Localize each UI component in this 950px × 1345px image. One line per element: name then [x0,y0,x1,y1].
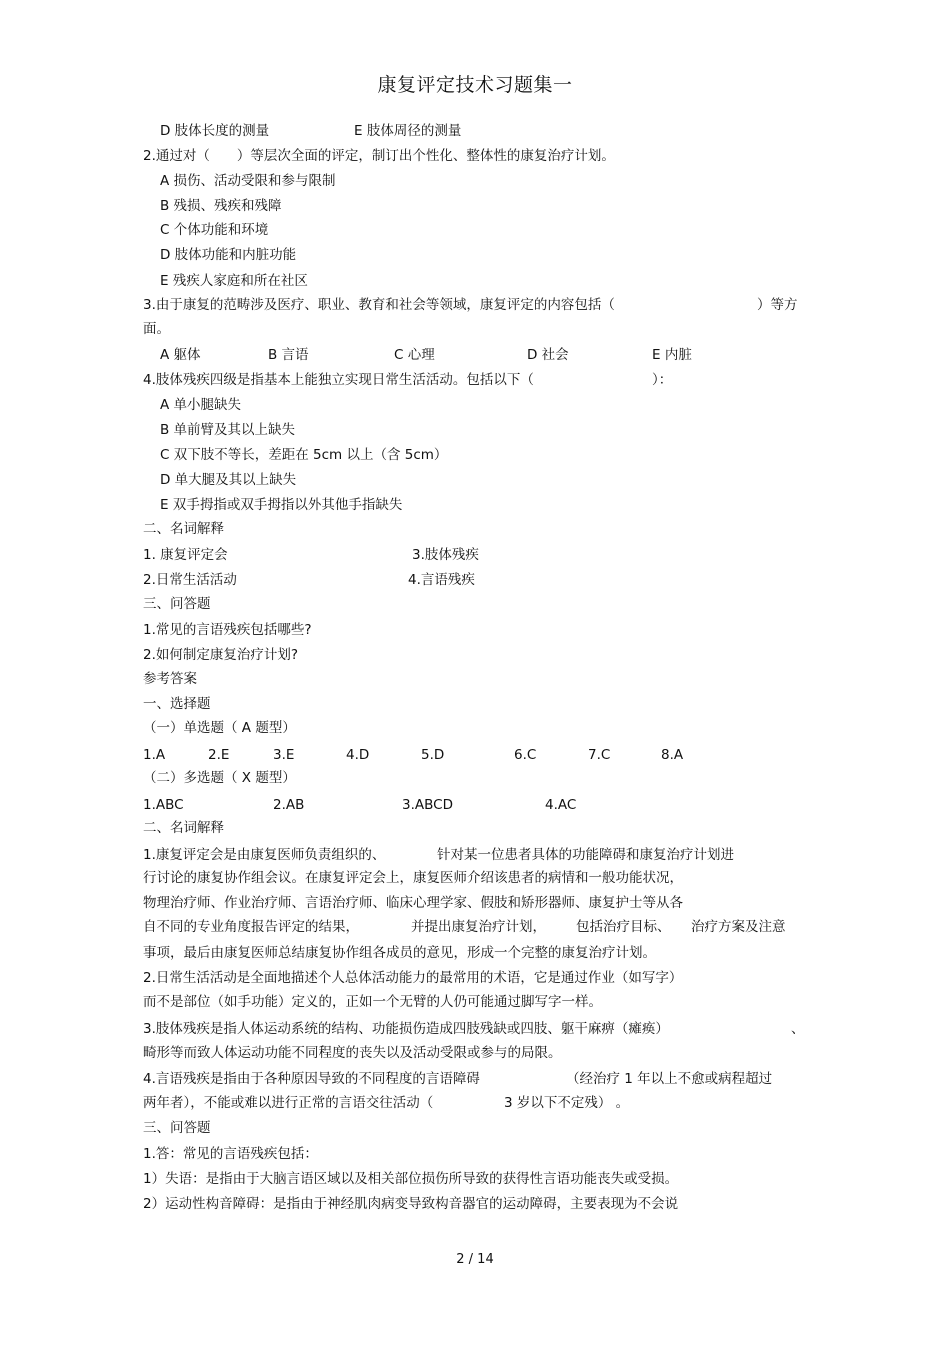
text-line: 1.答：常见的言语残疾包括： [143,1146,318,1162]
text-line: A 躯体 [160,347,201,363]
text-line: 1.康复评定会是由康复医师负责组织的、 [143,847,386,863]
text-line: 3.由于康复的范畴涉及医疗、职业、教育和社会等领域，康复评定的内容包括（ [143,297,615,313]
text-line: 2.日常生活活动 [143,572,237,588]
text-line: 6.C [514,747,537,763]
text-line: 包括治疗目标、 [576,919,671,935]
text-line: 2.AB [273,797,305,813]
text-line: 二、名词解释 [143,820,224,836]
text-line: 5.D [421,747,445,763]
text-line: 2）运动性构音障碍：是指由于神经肌肉病变导致构音器官的运动障碍，主要表现为不会说 [143,1196,679,1212]
text-line: 事项，最后由康复医师总结康复协作组各成员的意见，形成一个完整的康复治疗计划。 [143,945,656,961]
text-line: A 单小腿缺失 [160,397,242,413]
text-line: 并提出康复治疗计划， [411,919,546,935]
text-line: 3.肢体残疾 [412,547,479,563]
text-line: 1）失语：是指由于大脑言语区域以及相关部位损伤所导致的获得性言语功能丧失或受损。 [143,1171,679,1187]
text-line: 行讨论的康复协作组会议。在康复评定会上，康复医师介绍该患者的病情和一般功能状况， [143,870,683,886]
text-line: 1.常见的言语残疾包括哪些? [143,622,312,638]
text-line: 1.A [143,747,166,763]
text-line: 自不同的专业角度报告评定的结果， [143,919,359,935]
text-line: 1.ABC [143,797,184,813]
text-line: C 双下肢不等长，差距在 5cm 以上（含 5cm） [160,447,448,463]
text-line: 面。 [143,321,170,337]
text-line: 参考答案 [143,671,197,687]
text-line: D 单大腿及其以上缺失 [160,472,297,488]
text-line: 治疗方案及注意 [691,919,786,935]
text-line: E 内脏 [652,347,692,363]
text-line: （一）单选题（ A 题型） [143,720,296,736]
text-line: 物理治疗师、作业治疗师、言语治疗师、临床心理学家、假肢和矫形器师、康复护士等从各 [143,895,683,911]
text-line: B 残损、残疾和残障 [160,198,282,214]
text-line: 3.E [273,747,295,763]
text-line: 3 岁以下不定残） 。 [504,1095,630,1111]
text-line: 3.肢体残疾是指人体运动系统的结构、功能损伤造成四肢残缺或四肢、躯干麻痹（瘫痪） [143,1021,669,1037]
text-line: E 残疾人家庭和所在社区 [160,273,308,289]
text-line: E 双手拇指或双手拇指以外其他手指缺失 [160,497,403,513]
text-line: 8.A [661,747,684,763]
text-line: B 单前臂及其以上缺失 [160,422,296,438]
text-line: 4.AC [545,797,577,813]
text-line: 2.E [208,747,230,763]
text-line: 两年者），不能或难以进行正常的言语交往活动（ [143,1095,434,1111]
text-line: 三、问答题 [143,1120,211,1136]
text-line: ）等方 [757,297,798,313]
text-line: D 肢体功能和内脏功能 [160,247,297,263]
text-line: （经治疗 1 年以上不愈或病程超过 [566,1071,773,1087]
text-line: D 肢体长度的测量 [160,123,270,139]
text-line: 、 [791,1021,805,1037]
text-line: B 言语 [268,347,309,363]
text-line: C 个体功能和环境 [160,222,269,238]
text-line: 而不是部位（如手功能）定义的，正如一个无臂的人仍可能通过脚写字一样。 [143,994,602,1010]
page-title: 康复评定技术习题集一 [377,74,573,96]
text-line: A 损伤、活动受限和参与限制 [160,173,336,189]
text-line: C 心理 [394,347,435,363]
text-line: 4.肢体残疾四级是指基本上能独立实现日常生活活动。包括以下（ [143,372,534,388]
text-line: 4.D [346,747,370,763]
text-line: 1. 康复评定会 [143,547,228,563]
text-line: E 肢体周径的测量 [354,123,462,139]
text-line: 2.如何制定康复治疗计划? [143,647,299,663]
text-line: D 社会 [527,347,569,363]
text-line: 7.C [588,747,611,763]
text-line: 4.言语残疾 [408,572,475,588]
text-line: 三、问答题 [143,596,211,612]
text-line: 一、选择题 [143,696,211,712]
text-line: 二、名词解释 [143,521,224,537]
text-line: 畸形等而致人体运动功能不同程度的丧失以及活动受限或参与的局限。 [143,1045,562,1061]
page-number: 2 / 14 [456,1252,494,1267]
text-line: 针对某一位患者具体的功能障碍和康复治疗计划进 [437,847,734,863]
text-line: 4.言语残疾是指由于各种原因导致的不同程度的言语障碍 [143,1071,480,1087]
text-line: ）： [652,372,673,388]
text-line: 2.通过对（ ）等层次全面的评定，制订出个性化、整体性的康复治疗计划。 [143,148,615,164]
text-line: 3.ABCD [402,797,453,813]
text-line: （二）多选题（ X 题型） [143,770,296,786]
text-line: 2.日常生活活动是全面地描述个人总体活动能力的最常用的术语，它是通过作业（如写字） [143,970,683,986]
